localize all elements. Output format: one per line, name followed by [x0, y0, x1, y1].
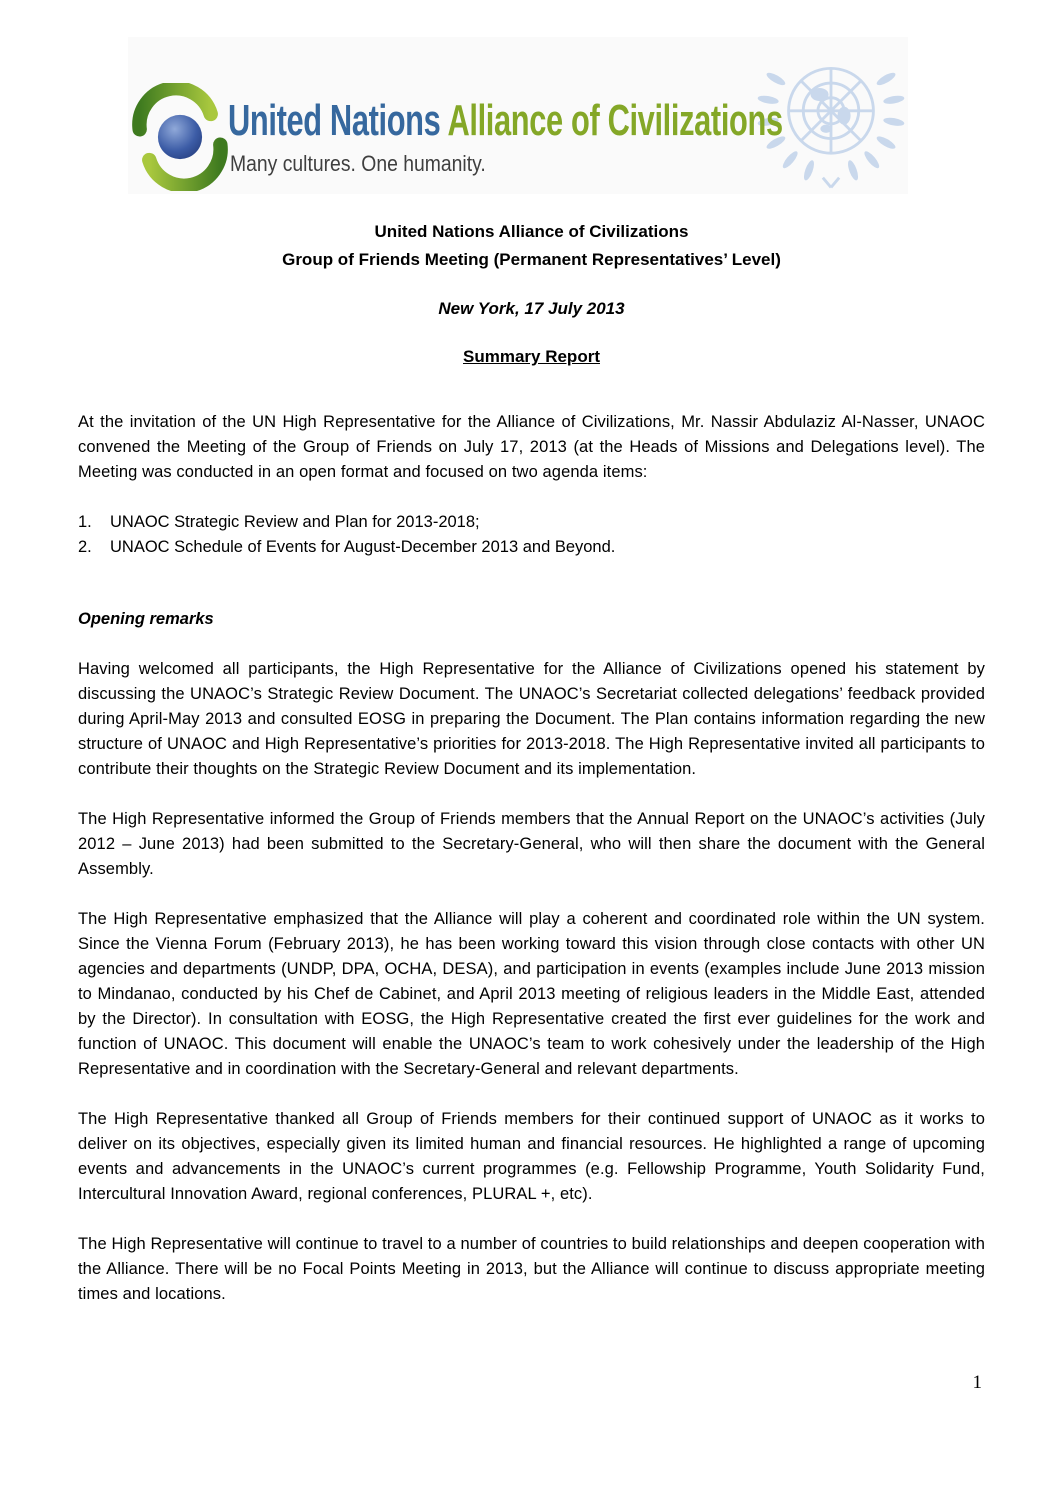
- report-date-line: New York, 17 July 2013: [438, 299, 625, 318]
- logo-wordmark: [228, 96, 783, 145]
- intro-paragraph: At the invitation of the UN High Representative for the Alliance of Civilizations, Mr. Nassir Abdulaziz Al-Nasser, UNAOC convened the Meeting of the Group of Friends on July 17, 2013 (at the Heads of Missions and Delegations level). The Meeting was conducted in an open format and focused on two agenda items:: [78, 413, 985, 481]
- report-title-line1: United Nations Alliance of Civilizations: [374, 222, 689, 241]
- agenda-item-text: UNAOC Strategic Review and Plan for 2013-2018;: [110, 513, 480, 531]
- logo-tagline: Many cultures. One humanity.: [230, 151, 486, 176]
- body-paragraph-3: The High Representative emphasized that the Alliance will play a coherent and coordinated role within the UN system. Since the Vienna Forum (February 2013), he has been working toward this vision through close contacts with other UN agencies and departments (UNDP, DPA, OCHA, DESA), and participation in events (examples include June 2013 mission to Mindanao, conducted by his Chef de Cabinet, and April 2013 meeting of religious leaders in the Middle East, attended by the Director). In consultation with EOSG, the High Representative created the first ever guidelines for the work and function of UNAOC. This document will enable the UNAOC’s team to work cohesively under the leadership of the High Representative and in coordination with the Secretary-General and relevant departments.: [78, 910, 985, 1078]
- agenda-item-number: 2.: [78, 538, 92, 556]
- body-paragraph-4: The High Representative thanked all Group of Friends members for their continued support of UNAOC as it works to deliver on its objectives, especially given its limited human and financial resources. He highlighted a range of upcoming events and advancements in the UNAOC’s current programmes (e.g. Fellowship Programme, Youth Solidarity Fund, Intercultural Innovation Award, regional conferences, PLURAL +, etc).: [78, 1110, 985, 1203]
- logo-text-united-nations: United Nations: [228, 96, 441, 145]
- unaoc-logo-banner: [128, 37, 908, 194]
- title-block: [78, 218, 985, 371]
- report-type-heading: Summary Report: [463, 347, 600, 366]
- agenda-item-number: 1.: [78, 513, 92, 531]
- body-paragraph-1: Having welcomed all participants, the High Representative for the Alliance of Civilizations opened his statement by discussing the UNAOC’s Strategic Review Document. The UNAOC’s Secretariat collected delegations’ feedback provided during April-May 2013 and consulted EOSG in preparing the Document. The Plan contains information regarding the new structure of UNAOC and High Representative’s priorities for 2013-2018. The High Representative invited all participants to contribute their thoughts on the Strategic Review Document and its implementation.: [78, 660, 985, 778]
- agenda-item-text: UNAOC Schedule of Events for August-December 2013 and Beyond.: [110, 538, 616, 556]
- agenda-list: [78, 510, 985, 560]
- body-paragraph-5: The High Representative will continue to travel to a number of countries to build relationships and deepen cooperation with the Alliance. There will be no Focal Points Meeting in 2013, but the Alliance will continue to discuss appropriate meeting times and locations.: [78, 1235, 985, 1303]
- section-heading-opening-remarks: Opening remarks: [78, 610, 214, 628]
- agenda-item-1: [78, 510, 985, 535]
- logo-text-alliance-of-civilizations: Alliance of Civilizations: [447, 96, 783, 145]
- agenda-item-2: [78, 535, 985, 560]
- unaoc-swirl-icon: [132, 83, 228, 191]
- body-paragraph-2: The High Representative informed the Group of Friends members that the Annual Report on the UNAOC’s activities (July 2012 – June 2013) had been submitted to the Secretary-General, who will then share the document with the General Assembly.: [78, 810, 985, 878]
- report-body: [78, 218, 985, 1307]
- report-title-line2: Group of Friends Meeting (Permanent Representatives’ Level): [282, 250, 781, 269]
- page-number: 1: [972, 1372, 982, 1393]
